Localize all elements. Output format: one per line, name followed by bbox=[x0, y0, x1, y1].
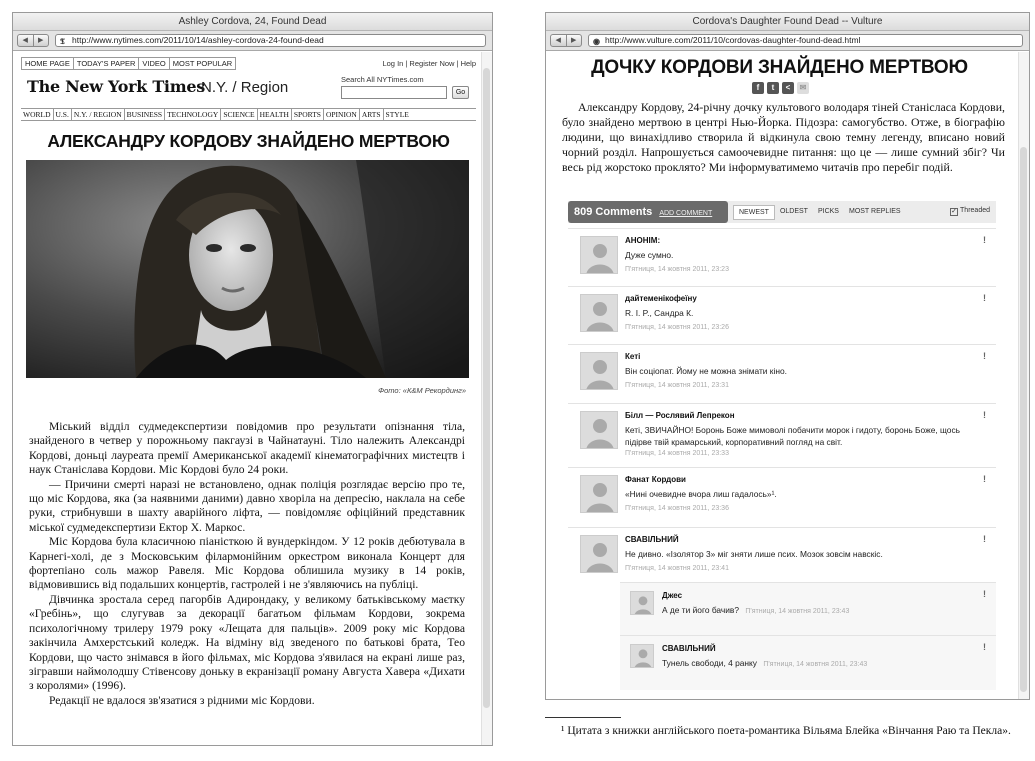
intro-paragraph: Александру Кордову, 24-річну дочку культового володаря тіней Станіслаcа Кордови, було знайдено мертвою в центрі Нью-Йорка. Підозра: самогубство. Отже, в біографію людини, що винахідливо створила й відкинула свою темну легенду, вписано новий чорний розділ. Напрошується самоочевидне питання: що це — лише сумний збіг? Чи весь рід жорстоко проклято? Ми інформуватимемо читачів про перебіг подій. bbox=[562, 100, 1005, 174]
search-label: Search All NYTimes.com bbox=[341, 75, 424, 84]
flag-icon[interactable]: ! bbox=[983, 589, 986, 599]
nyt-top-links bbox=[21, 57, 235, 70]
search-input[interactable] bbox=[341, 86, 447, 99]
flag-icon[interactable]: ! bbox=[983, 351, 986, 361]
comment-text: R. I. P., Сандра К. bbox=[625, 308, 694, 318]
nav-business[interactable]: BUSINESS bbox=[125, 109, 165, 120]
comment-date: П'ятниця, 14 жовтня 2011, 23:26 bbox=[625, 324, 729, 331]
reply-item bbox=[620, 583, 996, 635]
default-avatar-icon bbox=[581, 476, 618, 513]
share-icons bbox=[752, 82, 809, 94]
address-url: http://www.vulture.com/2011/10/cordovas-daughter-found-dead.html bbox=[605, 35, 861, 45]
comments-count: 809 Comments bbox=[574, 206, 653, 218]
favicon-icon: 𝕿 bbox=[60, 37, 65, 46]
forward-icon[interactable]: ▶ bbox=[566, 35, 582, 46]
reply-thread bbox=[620, 582, 996, 690]
reply-text-value: Тунель свободи, 4 ранку bbox=[662, 658, 757, 668]
address-bar[interactable] bbox=[588, 34, 1023, 47]
comment-text: «Нині очевидне вчора лиш гадалось»¹. bbox=[625, 489, 777, 499]
tab-oldest[interactable]: OLDEST bbox=[779, 208, 808, 215]
login-links[interactable]: Log In | Register Now | Help bbox=[382, 59, 476, 68]
nav-buttons bbox=[550, 34, 582, 47]
comment-author[interactable]: Білл — Рослявий Лепрекон bbox=[625, 411, 735, 420]
comment-item bbox=[568, 286, 996, 344]
nav-arts[interactable]: ARTS bbox=[360, 109, 384, 120]
tab-picks[interactable]: PICKS bbox=[817, 208, 839, 215]
comment-date: П'ятниця, 14 жовтня 2011, 23:31 bbox=[625, 382, 729, 389]
comment-sort-tabs bbox=[733, 205, 906, 220]
reply-date: П'ятниця, 14 жовтня 2011, 23:43 bbox=[745, 608, 850, 615]
threaded-toggle[interactable] bbox=[950, 207, 990, 216]
favicon-icon: ◉ bbox=[593, 37, 600, 46]
address-bar[interactable] bbox=[55, 34, 486, 47]
comment-author[interactable]: Фанат Кордови bbox=[625, 475, 686, 484]
checkbox-checked-icon[interactable]: ✓ bbox=[951, 208, 957, 215]
reply-author[interactable]: Джес bbox=[662, 591, 683, 600]
reply-text-value: А де ти його бачив? bbox=[662, 605, 740, 615]
add-comment-link[interactable]: ADD COMMENT bbox=[659, 210, 713, 217]
reply-item bbox=[620, 635, 996, 687]
comment-date: П'ятниця, 14 жовтня 2011, 23:36 bbox=[625, 505, 729, 512]
twitter-icon[interactable]: t bbox=[767, 82, 779, 94]
reply-author[interactable]: СВАВІЛЬНИЙ bbox=[662, 644, 716, 653]
address-url: http://www.nytimes.com/2011/10/14/ashley-cordova-24-found-dead bbox=[72, 35, 324, 45]
default-avatar-icon bbox=[581, 536, 618, 573]
comments-header bbox=[568, 201, 996, 223]
search-go-button[interactable]: Go bbox=[452, 86, 469, 99]
footnote: ¹ Цитата з книжки англійського поета-романтика Вільяма Блейка «Вінчання Раю та Пекла». bbox=[561, 725, 1011, 737]
scrollbar-thumb[interactable] bbox=[1020, 147, 1027, 692]
comment-item bbox=[568, 467, 996, 527]
nav-science[interactable]: SCIENCE bbox=[221, 109, 257, 120]
tab-most-replies[interactable]: MOST REPLIES bbox=[848, 208, 901, 215]
nav-world[interactable]: WORLD bbox=[21, 109, 54, 120]
avatar bbox=[580, 294, 618, 332]
vulture-browser-window bbox=[545, 12, 1030, 700]
nav-opinion[interactable]: OPINION bbox=[324, 109, 360, 120]
default-avatar-icon bbox=[631, 645, 654, 668]
comment-item bbox=[568, 344, 996, 403]
back-icon[interactable]: ◀ bbox=[555, 37, 561, 44]
article-paragraph: Міський відділ судмедекспертизи повідомив про результати опізнання тіла, знайденого в четвер у порожньому пакгаузі в Чайнатауні. Тіло належить Александрі Кордові, доньці лауреата премії Американської академії кінематографічних мистецтв і наук Станіславa Кордови. Міс Кордові було 24 роки. bbox=[29, 420, 465, 477]
forward-icon[interactable]: ▶ bbox=[33, 35, 49, 46]
scrollbar[interactable] bbox=[481, 52, 492, 745]
nav-sports[interactable]: SPORTS bbox=[292, 109, 324, 120]
footnote-divider bbox=[545, 717, 621, 718]
default-avatar-icon bbox=[581, 237, 618, 274]
share-icon[interactable]: < bbox=[782, 82, 794, 94]
reply-date: П'ятниця, 14 жовтня 2011, 23:43 bbox=[763, 661, 868, 668]
flag-icon[interactable]: ! bbox=[983, 534, 986, 544]
avatar bbox=[580, 411, 618, 449]
default-avatar-icon bbox=[631, 592, 654, 615]
comment-date: П'ятниця, 14 жовтня 2011, 23:33 bbox=[625, 450, 729, 457]
comments-count-tab bbox=[568, 201, 728, 223]
nav-style[interactable]: STYLE bbox=[385, 110, 409, 119]
avatar bbox=[580, 535, 618, 573]
tab-newest[interactable]: NEWEST bbox=[733, 205, 775, 220]
reply-text bbox=[662, 657, 867, 671]
link-todays-paper[interactable]: TODAY'S PAPER bbox=[73, 57, 140, 70]
article-body bbox=[29, 420, 465, 708]
comments-list bbox=[568, 228, 996, 690]
comment-date: П'ятниця, 14 жовтня 2011, 23:41 bbox=[625, 565, 729, 572]
flag-icon[interactable]: ! bbox=[983, 293, 986, 303]
reply-text bbox=[662, 604, 849, 618]
article-photo bbox=[26, 160, 469, 378]
comment-text: Дуже сумно. bbox=[625, 250, 674, 260]
comment-author[interactable]: СВАВІЛЬНИЙ bbox=[625, 535, 679, 544]
scrollbar[interactable] bbox=[1018, 52, 1029, 699]
nav-buttons bbox=[17, 34, 49, 47]
comment-text: Не дивно. «Ізолятор 3» міг зняти лише псих. Мозок зовсім навскіс. bbox=[625, 549, 883, 559]
comment-author[interactable]: Кеті bbox=[625, 352, 641, 361]
window-title: Ashley Cordova, 24, Found Dead bbox=[13, 13, 492, 31]
nav-technology[interactable]: TECHNOLOGY bbox=[165, 109, 221, 120]
avatar bbox=[580, 475, 618, 513]
browser-toolbar bbox=[13, 31, 492, 51]
link-most-popular[interactable]: MOST POPULAR bbox=[169, 57, 236, 70]
browser-toolbar bbox=[546, 31, 1029, 51]
default-avatar-icon bbox=[581, 353, 618, 390]
nyt-browser-window bbox=[12, 12, 493, 746]
scrollbar-thumb[interactable] bbox=[483, 68, 490, 708]
threaded-label: Threaded bbox=[960, 207, 990, 214]
article-paragraph: Дівчинка зростала серед пагорбів Адирондаку, у великому батьківському маєтку «Гребінь», що слугував за декорації багатьом фільмам Кордови, зокрема психологічному трилеру 1979 року «Лещата для пальців». 2009 року міс Кордова закінчила Амхерстський коледж. На відміну від зведеного по батькові брата, Тео Кордови, що часто знімався в його фільмах, міс Кордова з'явилася на екрані лише раз, зігравши наймолодшу Стівенсову доньку в екранізації роману Августа Хавера «Дихати з королями» (1996). bbox=[29, 592, 465, 693]
facebook-icon[interactable]: f bbox=[752, 82, 764, 94]
article-paragraph: Міс Кордова була класичною піаністкою й вундеркіндом. У 12 років дебютувала в Карнегі-холі, де з Московським філармонійним оркестром виконала Концерт для фортепіано соль мажор Равеля. Міс Кордова облишила музику в 14 років, відмовившись від подальших концертів, гастролей і не з'являючись на публіці. bbox=[29, 535, 465, 592]
default-avatar-icon bbox=[581, 295, 618, 332]
nav-us[interactable]: U.S. bbox=[54, 109, 72, 120]
avatar bbox=[580, 236, 618, 274]
comment-author[interactable]: дайтеменікофеїну bbox=[625, 294, 697, 303]
portrait-image bbox=[26, 160, 469, 378]
comment-item bbox=[568, 403, 996, 467]
nyt-logo[interactable]: The New York Times bbox=[27, 77, 205, 96]
link-home-page[interactable]: HOME PAGE bbox=[21, 57, 74, 70]
article-intro bbox=[562, 100, 1005, 175]
nyt-section-nav bbox=[21, 108, 476, 121]
article-paragraph: — Причини смерті наразі не встановлено, однак поліція розглядає версію про те, що міс Кордова, яка (за наявними даними) давно хворіла на депресію, наклала на себе руки, стрибнувши в шахту аварійного ліфта, — повідомляє офіційний представник міської судмедекспертизи Ектор Х. Маркос. bbox=[29, 477, 465, 534]
window-title: Cordova's Daughter Found Dead -- Vulture bbox=[546, 13, 1029, 31]
avatar bbox=[630, 644, 654, 668]
nav-ny-region[interactable]: N.Y. / REGION bbox=[72, 109, 125, 120]
photo-caption: Фото: «К&М Рекординг» bbox=[378, 386, 466, 395]
comment-item bbox=[568, 228, 996, 286]
avatar bbox=[580, 352, 618, 390]
avatar bbox=[630, 591, 654, 615]
flag-icon[interactable]: ! bbox=[983, 410, 986, 420]
article-headline: АЛЕКСАНДРУ КОРДОВУ ЗНАЙДЕНО МЕРТВОЮ bbox=[47, 131, 450, 151]
default-avatar-icon bbox=[581, 412, 618, 449]
comment-text: Він соціопат. Йому не можна знімати кіно. bbox=[625, 366, 787, 376]
flag-icon[interactable]: ! bbox=[983, 474, 986, 484]
comment-text: Кеті, ЗВИЧАЙНО! Боронь Боже мимоволі побачити морок і гидоту, боронь Боже, щось підірве твій крамарський, корпоративний погляд на світ. bbox=[625, 425, 961, 447]
link-video[interactable]: VIDEO bbox=[138, 57, 169, 70]
flag-icon[interactable]: ! bbox=[983, 642, 986, 652]
nav-health[interactable]: HEALTH bbox=[258, 109, 292, 120]
comment-date: П'ятниця, 14 жовтня 2011, 23:23 bbox=[625, 266, 729, 273]
article-headline: ДОЧКУ КОРДОВИ ЗНАЙДЕНО МЕРТВОЮ bbox=[591, 57, 968, 78]
comment-author[interactable]: АНОНІМ: bbox=[625, 236, 661, 245]
email-icon[interactable]: ✉ bbox=[797, 82, 809, 94]
section-title: N.Y. / Region bbox=[201, 79, 289, 96]
back-icon[interactable]: ◀ bbox=[22, 37, 28, 44]
flag-icon[interactable]: ! bbox=[983, 235, 986, 245]
comment-item bbox=[568, 527, 996, 582]
article-paragraph: Редакції не вдалося зв'язатися з рідними міс Кордови. bbox=[49, 693, 315, 707]
